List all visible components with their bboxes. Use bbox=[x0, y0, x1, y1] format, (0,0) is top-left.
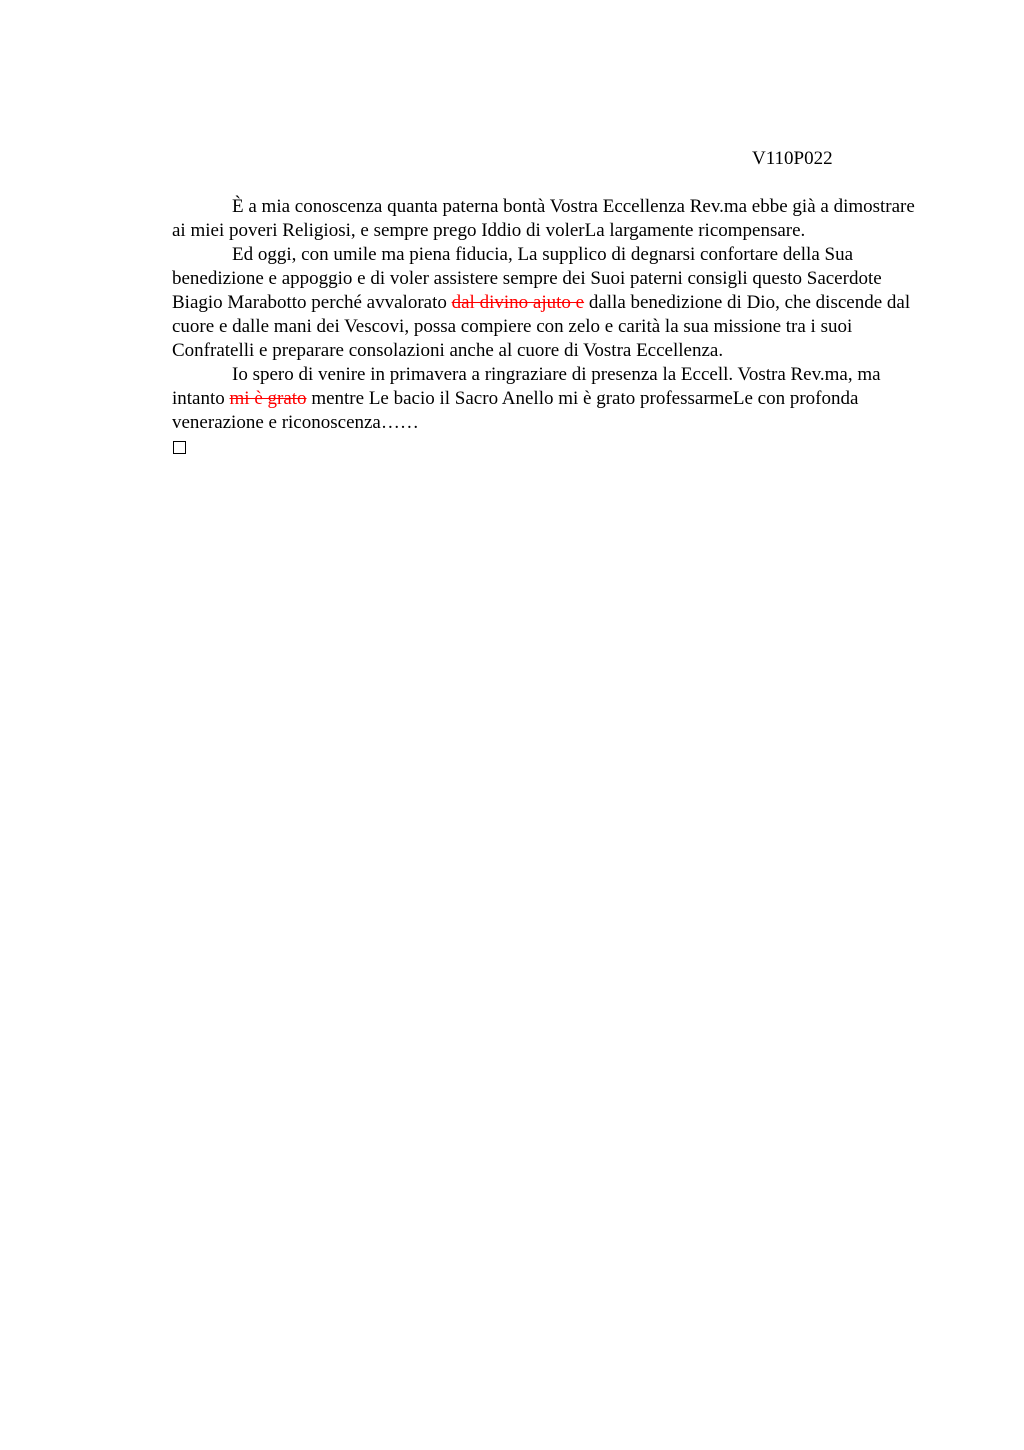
text-segment: Io spero di venire in primavera a ringraziare di presenza la Eccell. Vostra Rev.ma, ma intanto bbox=[172, 364, 881, 409]
paragraph-1 bbox=[172, 195, 922, 243]
paragraph-2 bbox=[172, 243, 922, 363]
deleted-text: mi è grato bbox=[229, 388, 307, 409]
paragraph-3 bbox=[172, 363, 922, 435]
box-symbol-icon bbox=[173, 441, 186, 454]
text-segment: mentre Le bacio il Sacro Anello mi è grato professarmeLe con profonda venerazione e riconoscenza…… bbox=[172, 388, 859, 433]
deleted-text: dal divino ajuto e bbox=[451, 292, 585, 313]
letter-body bbox=[172, 195, 922, 454]
text-segment: Ed oggi, con umile ma piena fiducia, La supplico di degnarsi confortare della Sua benedizione e appoggio e di voler assistere sempre dei Suoi paterni consigli questo Sacerdote Biagio Marabotto perché avvalorato bbox=[172, 244, 882, 313]
page-identifier: V110P022 bbox=[752, 148, 833, 169]
text-segment: dalla benedizione di Dio, che discende dal cuore e dalle mani dei Vescovi, possa compiere con zelo e carità la sua missione tra i suoi Confratelli e preparare consolazioni anche al cuore di Vostra Eccellenza. bbox=[172, 292, 911, 361]
text-segment: È a mia conoscenza quanta paterna bontà Vostra Eccellenza Rev.ma ebbe già a dimostrare ai miei poveri Religiosi, e sempre prego Iddio di volerLa largamente ricompensare. bbox=[172, 196, 915, 241]
